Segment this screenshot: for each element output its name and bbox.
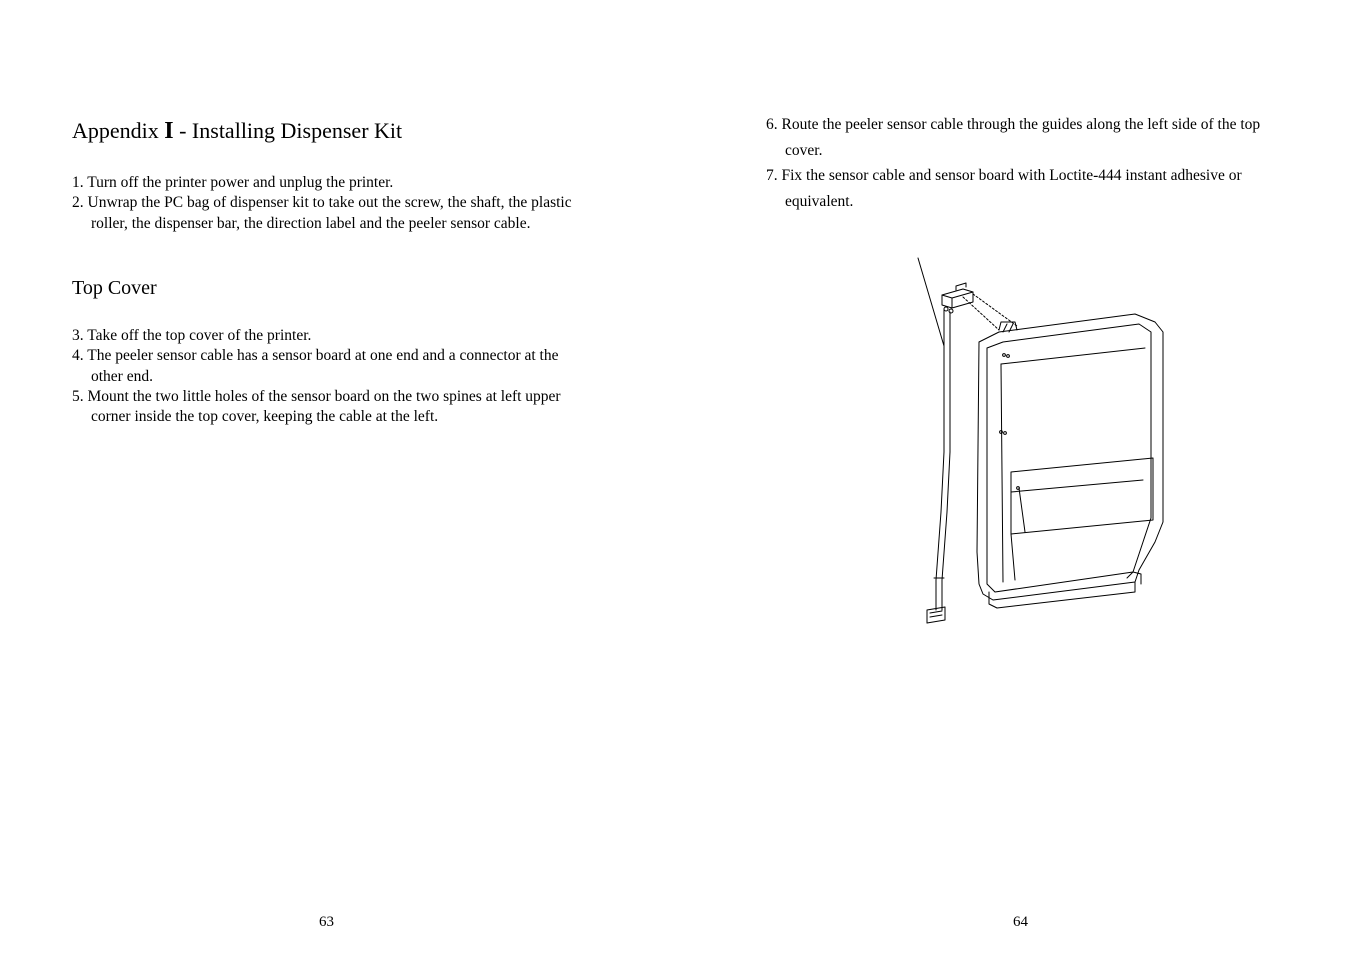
left-page <box>0 0 675 954</box>
title-roman-numeral: I <box>164 118 174 144</box>
intro-steps <box>72 173 592 234</box>
alignment-lines <box>963 294 1017 330</box>
step-1: 1. Turn off the printer power and unplug the printer. <box>72 174 394 191</box>
step-4: 4. The peeler sensor cable has a sensor board at one end and a connector at the other end. <box>72 347 559 385</box>
top-cover-steps <box>72 326 592 427</box>
step-6: 6. Route the peeler sensor cable through the guides along the left side of the top cover. <box>766 116 1261 159</box>
title-prefix: Appendix <box>72 118 159 143</box>
section-heading-top-cover: Top Cover <box>72 277 157 299</box>
sensor-board-icon <box>942 283 973 313</box>
step-3: 3. Take off the top cover of the printer. <box>72 327 312 344</box>
step-7: 7. Fix the sensor cable and sensor board with Loctite-444 instant adhesive or equivalent. <box>766 167 1242 210</box>
top-cover-illustration <box>903 252 1183 632</box>
title-suffix: - Installing Dispenser Kit <box>179 118 403 143</box>
page-title <box>72 116 402 146</box>
sensor-cable-icon <box>934 310 950 610</box>
right-page <box>675 0 1351 954</box>
step-5: 5. Mount the two little holes of the sensor board on the two spines at left upper corner inside the top cover, keeping the cable at the left. <box>72 387 561 426</box>
page-number-right: 64 <box>1013 914 1028 930</box>
lead-line <box>918 258 944 346</box>
cable-routing-steps <box>766 112 1296 214</box>
page-number-left: 63 <box>319 914 334 930</box>
step-2: 2. Unwrap the PC bag of dispenser kit to take out the screw, the shaft, the plastic roller, the dispenser bar, the direction label and the peeler sensor cable. <box>72 194 572 232</box>
top-cover-body-icon <box>977 314 1163 608</box>
